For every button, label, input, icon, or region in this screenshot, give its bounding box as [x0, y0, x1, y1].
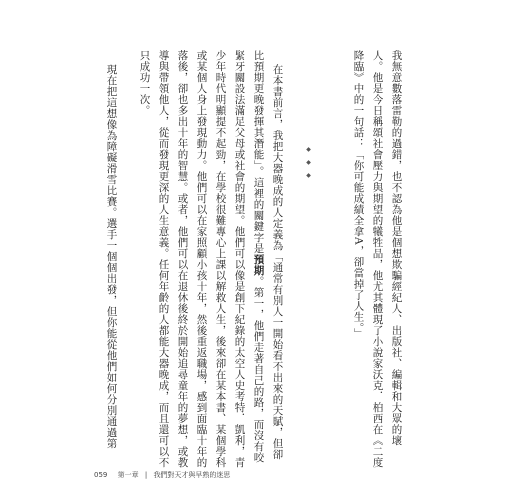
text-column: 少年時代明顯提不起勁，在學校很難專心上課以解救人生，後來卻在某本書、某個學科	[214, 50, 227, 468]
text-column: 降臨》中的一句話：「你可能成績全拿A，卻當掉了人生。」	[352, 50, 365, 339]
text-segment: 比預期更晚發揮其潛能」。這裡的關鍵字是	[252, 50, 265, 254]
footer-separator: |	[144, 471, 148, 479]
section-divider: ◆ ◆ ◆	[305, 146, 312, 181]
chapter-label: 第一章	[117, 471, 139, 479]
text-column: 只成功一次。	[138, 50, 151, 116]
text-column	[252, 50, 265, 463]
text-segment: 。第一，他們走著自己的路，而沒有咬	[252, 275, 265, 463]
text-column: 現在把這想像為障礙滑雪比賽。選手一個個出發，但你能從他們如何分別通過第	[105, 64, 118, 449]
emphasis-term: 預期	[252, 253, 265, 276]
page-number: 059	[94, 471, 108, 479]
text-column: 或某個人身上發現動力。他們可以在家照顧小孩十年，然後重返職場，感到面臨十年的	[195, 50, 208, 468]
text-column: 人。他是今日稱頌社會壓力與期望的犧牲品，他尤其體現了小說家沃克．柏西在《二度	[371, 50, 384, 468]
text-column: 緊牙關設法滿足父母或社會的期望。他們可以像是創下紀錄的太空人史考特．凱利，青	[233, 50, 246, 468]
text-column: 在本書前言，我把大器晚成的人定義為「通常有別人一開始看不出來的天賦，但卻	[271, 64, 284, 460]
text-column: 導與帶領他人，從而發現更深的人生意義。任何年齡的人都能大器晚成，而且還可以不	[157, 50, 170, 468]
chapter-title: 我們對天才與早熟的迷思	[153, 471, 231, 479]
page-footer	[94, 470, 230, 480]
text-column: 落後，卻也多出十年的智慧。或者，他們可以在退休後終於開始追尋童年的夢想，或教	[176, 50, 189, 468]
text-column: 我無意數落雷勒的過錯，也不認為他是個想欺騙經紀人、出版社、編輯和大眾的壞	[390, 50, 403, 446]
